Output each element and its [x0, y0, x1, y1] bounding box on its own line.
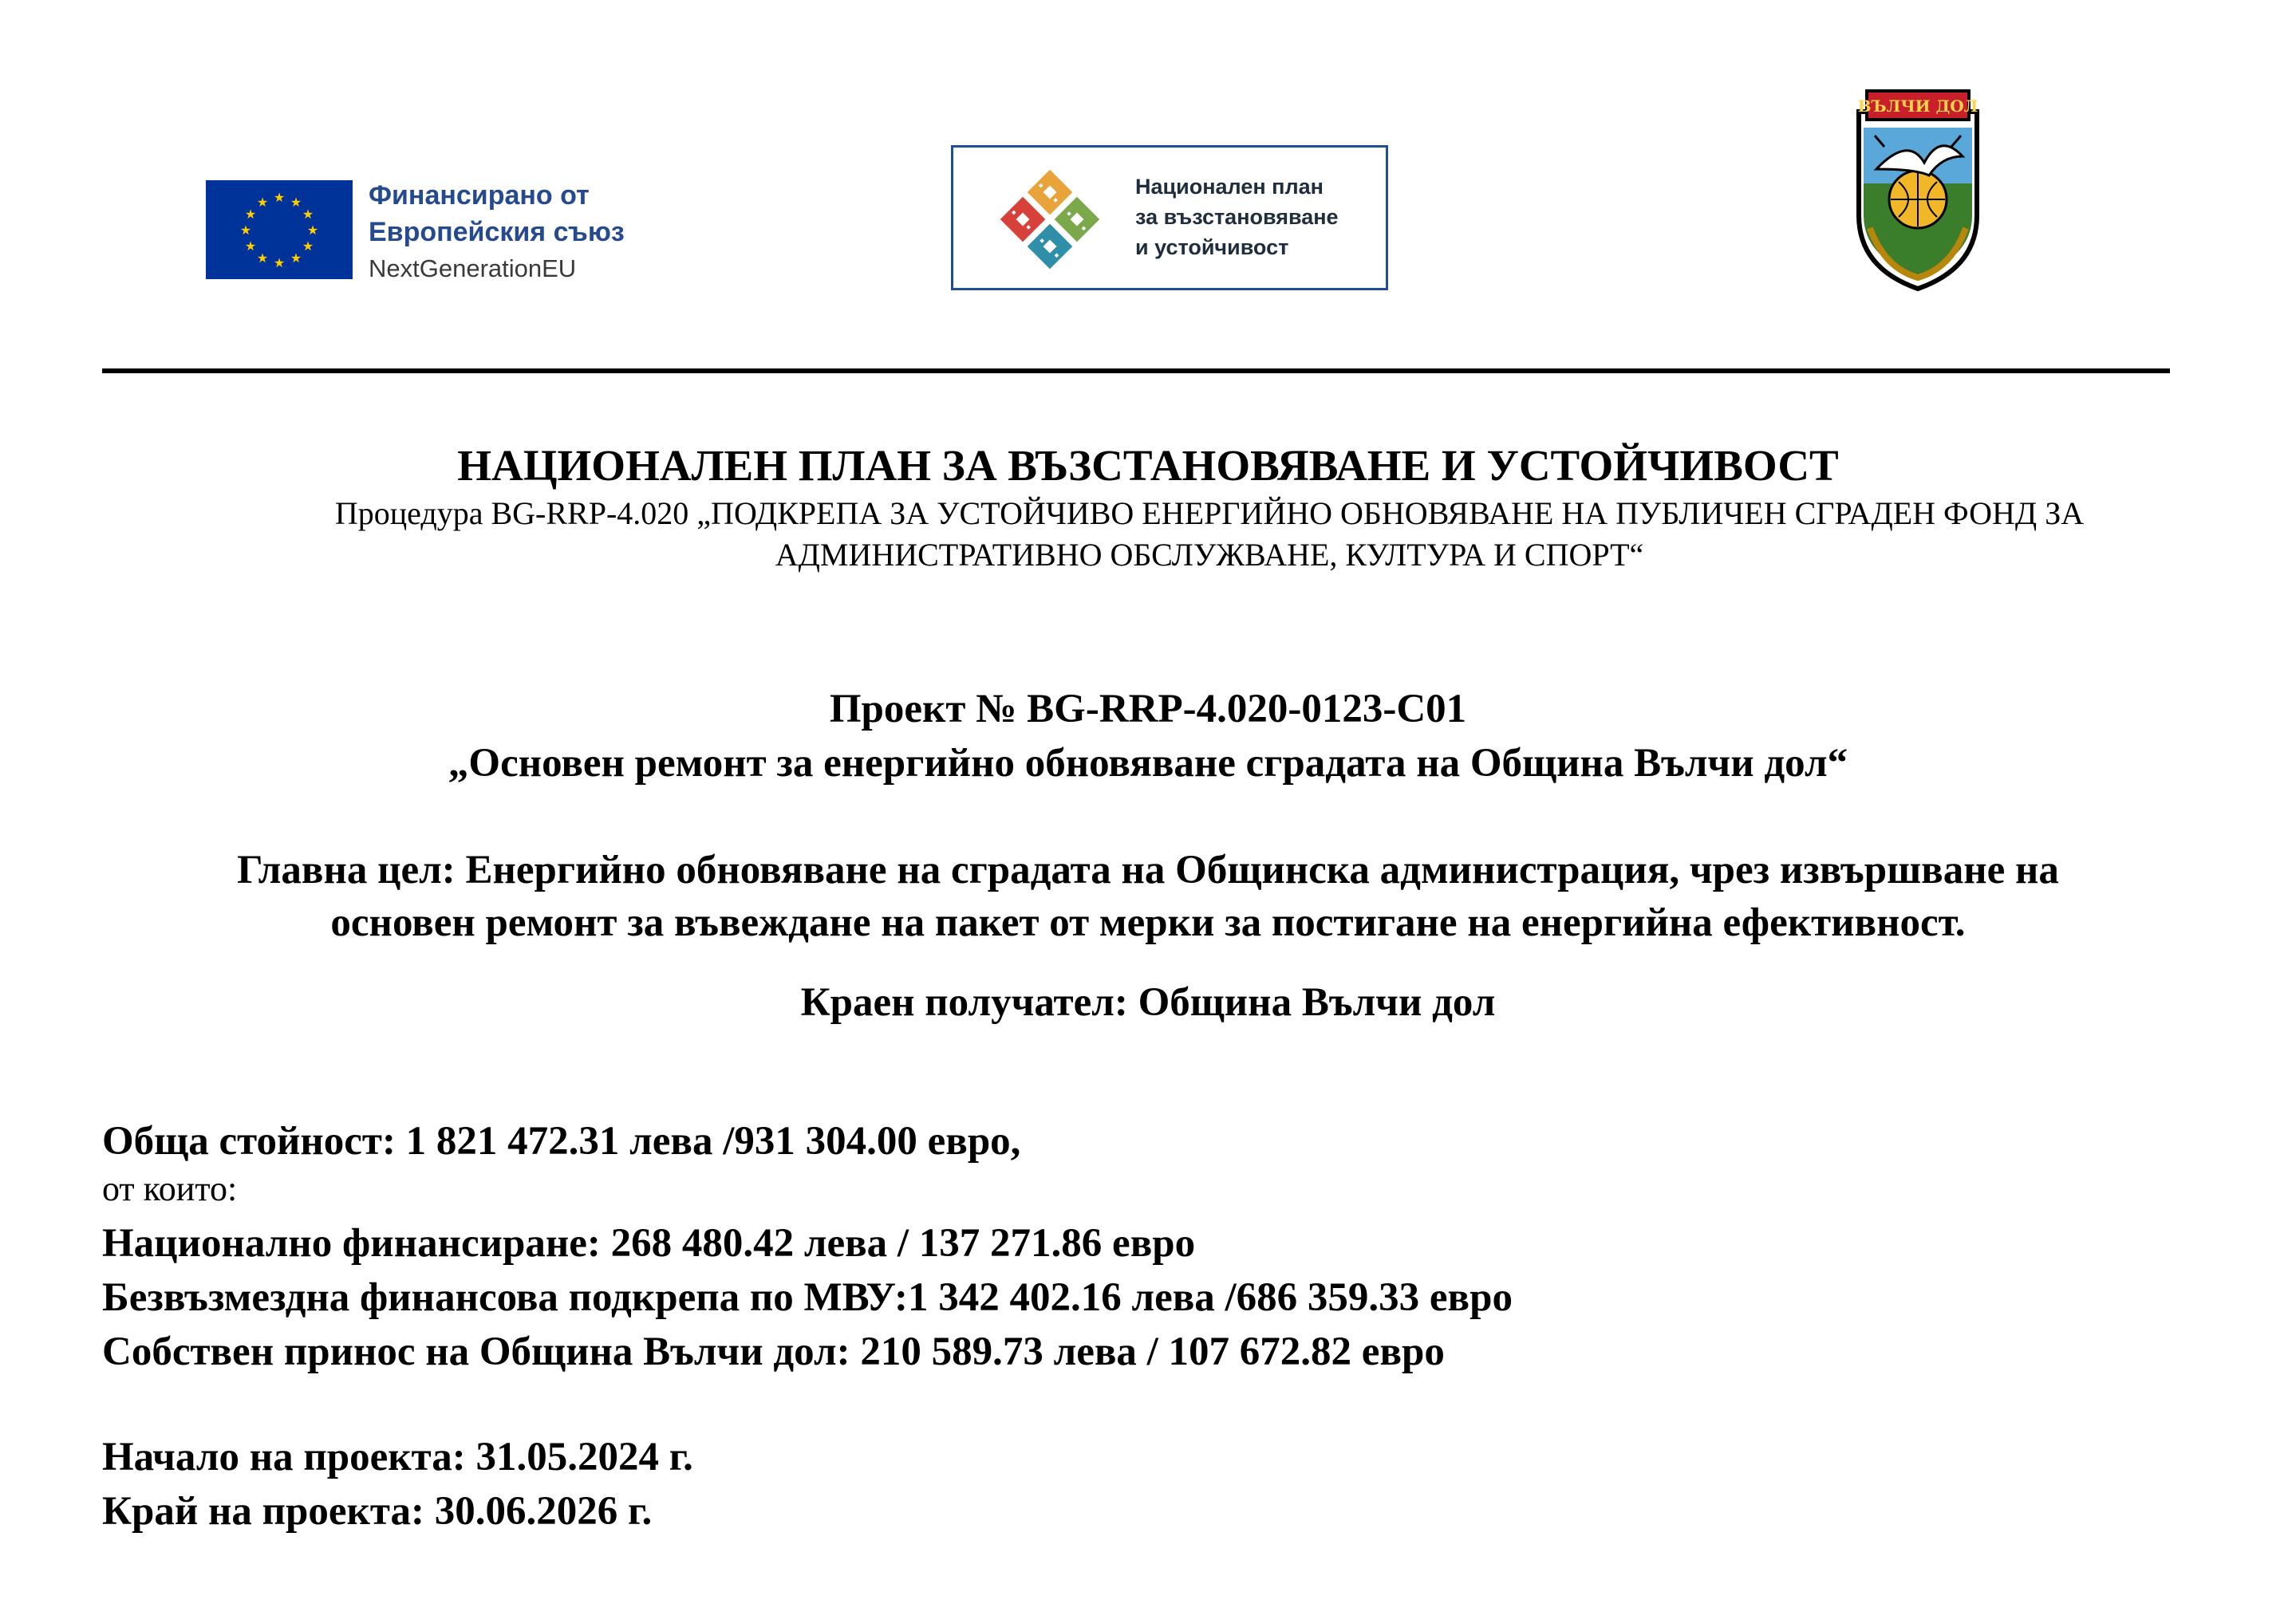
- svg-text:★: ★: [256, 250, 269, 266]
- project-end-date: Край на проекта: 30.06.2026 г.: [102, 1489, 653, 1534]
- svg-text:★: ★: [302, 238, 314, 254]
- svg-text:★: ★: [273, 255, 286, 270]
- eu-logo-text: [369, 177, 625, 287]
- goal-line: основен ремонт за въвеждане на пакет от мерки за постигане на енергийна ефективност.: [330, 900, 1966, 945]
- nrrp-logo-line: за възстановяване: [1135, 205, 1339, 229]
- svg-text:★: ★: [244, 207, 257, 222]
- total-value: Обща стойност: 1 821 472.31 лева /931 304.00 евро,: [102, 1119, 1021, 1164]
- svg-text:★: ★: [306, 223, 319, 238]
- project-start-date: Начало на проекта: 31.05.2024 г.: [102, 1435, 693, 1479]
- svg-text:★: ★: [273, 190, 286, 205]
- svg-text:ВЪЛЧИ ДОЛ: ВЪЛЧИ ДОЛ: [1857, 97, 1978, 116]
- national-funding: Национално финансиране: 268 480.42 лева / 137 271.86 евро: [102, 1221, 1196, 1266]
- svg-text:★: ★: [290, 195, 302, 210]
- own-contribution: Собствен принос на Община Вълчи дол: 210 589.73 лева / 107 672.82 евро: [102, 1330, 1445, 1374]
- svg-text:★: ★: [302, 207, 314, 222]
- final-beneficiary: Краен получател: Община Вълчи дол: [800, 980, 1496, 1025]
- coat-of-arms-icon: [1852, 80, 1983, 293]
- project-goal: [0, 844, 2296, 949]
- svg-text:★: ★: [290, 250, 302, 266]
- goal-line: Главна цел: Енергийно обновяване на сградата на Общинска администрация, чрез извършване на: [237, 848, 2059, 892]
- nrrp-logo-line: и устойчивост: [1135, 235, 1289, 259]
- nrrp-logo-line: Национален план: [1135, 175, 1324, 199]
- project-name: „Основен ремонт за енергийно обновяване сградата на Община Вълчи дол“: [448, 741, 1848, 786]
- procedure-line: АДМИНИСТРАТИВНО ОБСЛУЖВАНЕ, КУЛТУРА И СПОРТ“: [775, 537, 1644, 573]
- eu-logo-line: Финансирано от: [369, 180, 590, 211]
- header-divider: [102, 368, 2170, 373]
- eu-funding-logo: [206, 177, 694, 284]
- page-title: НАЦИОНАЛЕН ПЛАН ЗА ВЪЗСТАНОВЯВАНЕ И УСТОЙЧИВОСТ: [457, 441, 1839, 490]
- project-number: Проект № BG-RRP-4.020-0123-C01: [829, 687, 1467, 731]
- svg-text:★: ★: [244, 238, 257, 254]
- grant-support: Безвъзмездна финансова подкрепа по МВУ:1 342 402.16 лева /686 359.33 евро: [102, 1275, 1513, 1320]
- svg-text:★: ★: [256, 195, 269, 210]
- nrrp-logo: [951, 145, 1388, 290]
- procedure-line: Процедура BG-RRP-4.020 „ПОДКРЕПА ЗА УСТОЙЧИВО ЕНЕРГИЙНО ОБНОВЯВАНЕ НА ПУБЛИЧЕН СГРАДЕН ФОНД ЗА: [334, 495, 2085, 531]
- procedure-text: [228, 493, 2191, 576]
- eu-logo-line: Европейския съюз: [369, 217, 625, 247]
- nrrp-logo-text: [1135, 171, 1339, 262]
- svg-text:★: ★: [239, 223, 252, 238]
- eu-logo-line: NextGenerationEU: [369, 254, 577, 282]
- nrrp-pattern-icon: [990, 163, 1110, 275]
- of-which-label: от които:: [102, 1169, 238, 1208]
- eu-flag-icon: [206, 180, 353, 279]
